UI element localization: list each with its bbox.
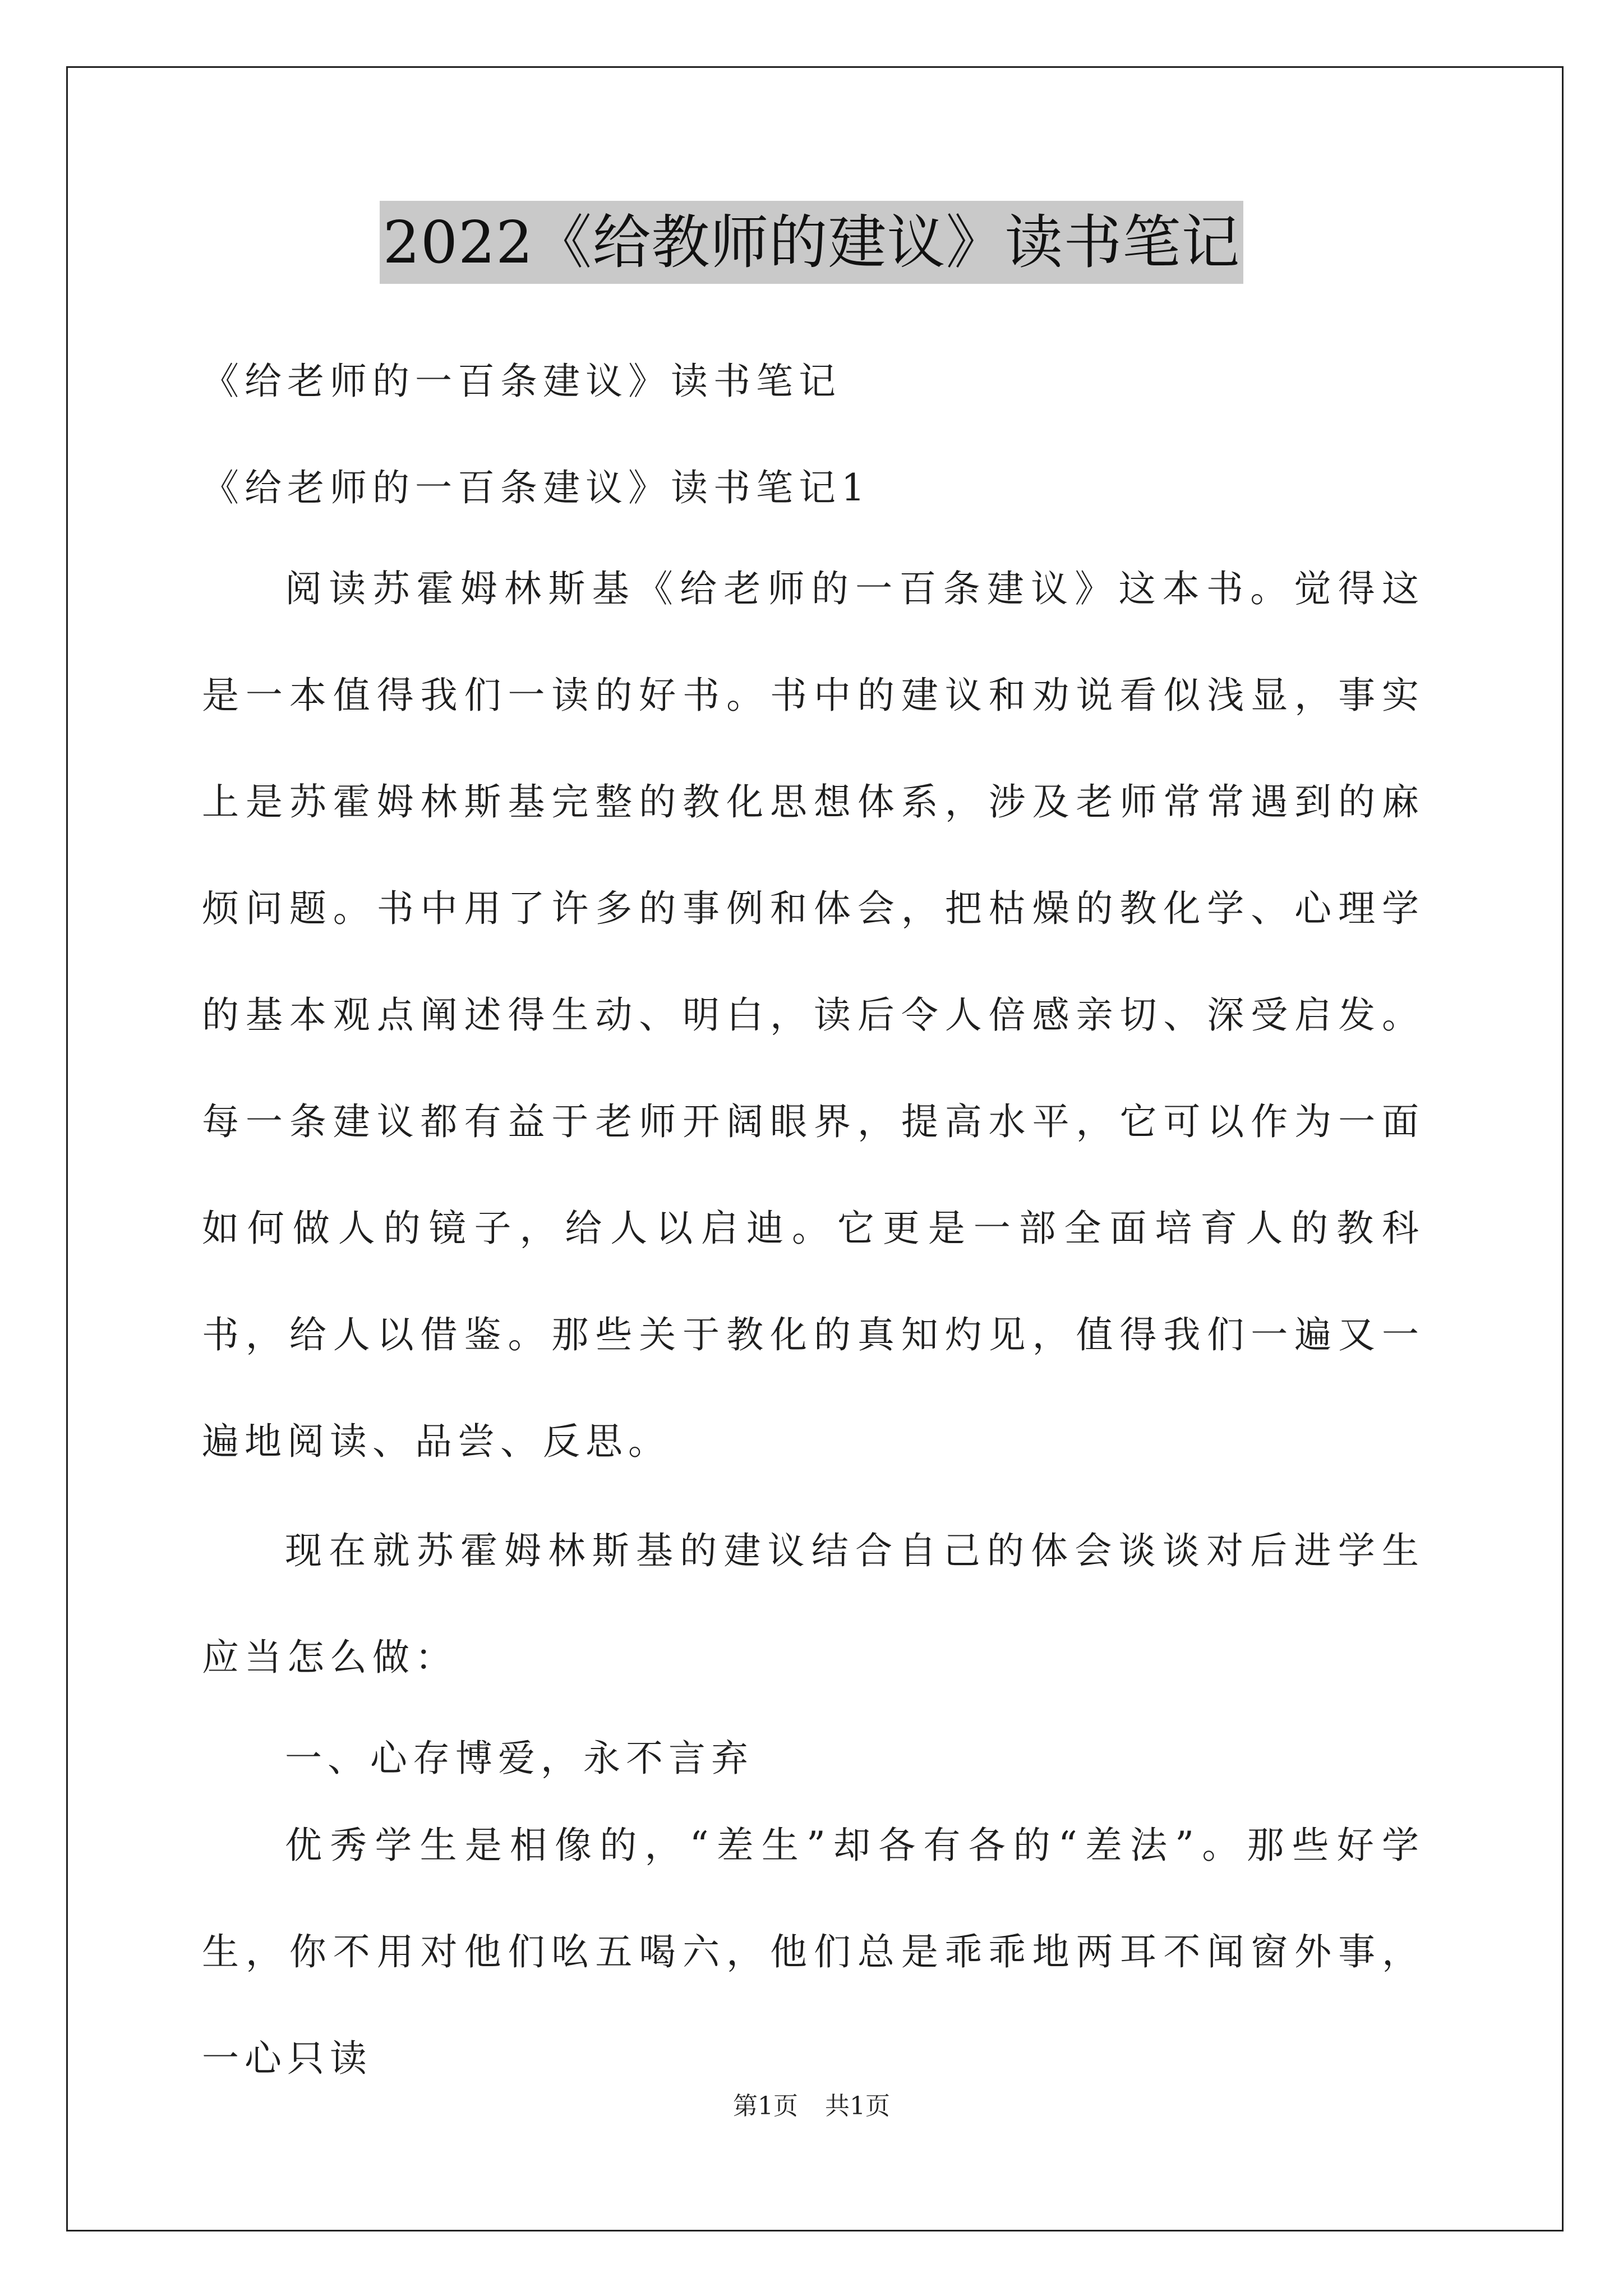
body-paragraph-2: 现在就苏霍姆林斯基的建议结合自己的体会谈谈对后进学生应当怎么做： <box>202 1529 1424 1679</box>
body-paragraph-1: 阅读苏霍姆林斯基《给老师的一百条建议》这本书。觉得这是一本值得我们一读的好书。书中的建议和劝说看似浅显，事实上是苏霍姆林斯基完整的教化思想体系，涉及老师常常遇到的麻烦问题。书中用了许多的事例和体会，把枯燥的教化学、心理学的基本观点阐述得生动、明白，读后令人倍感亲切、深受启发。每一条建议都有益于老师开阔眼界，提高水平，它可以作为一面如何做人的镜子，给人以启迪。它更是一部全面培育人的教科书，给人以借鉴。那些关于教化的真知灼见，值得我们一遍又一遍地阅读、品尝、反思。 <box>202 567 1424 1463</box>
document-title[interactable]: 2022《给教师的建议》读书笔记 <box>380 201 1244 284</box>
subtitle-line-2: 《给老师的一百条建议》读书笔记1 <box>202 466 870 509</box>
section-heading-1: 一、心存博爱，永不言弃 <box>285 1737 754 1780</box>
page-number-total: 共1页 <box>825 2092 890 2120</box>
subtitle-line-1: 《给老师的一百条建议》读书笔记 <box>202 360 841 403</box>
title-container <box>0 201 1623 284</box>
body-paragraph-3: 优秀学生是相像的，“差生”却各有各的“差法”。那些好学生，你不用对他们吆五喝六，他们总是乖乖地两耳不闻窗外事，一心只读 <box>202 1824 1424 2080</box>
page-footer <box>0 2090 1623 2123</box>
page-number-current: 第1页 <box>733 2092 798 2120</box>
